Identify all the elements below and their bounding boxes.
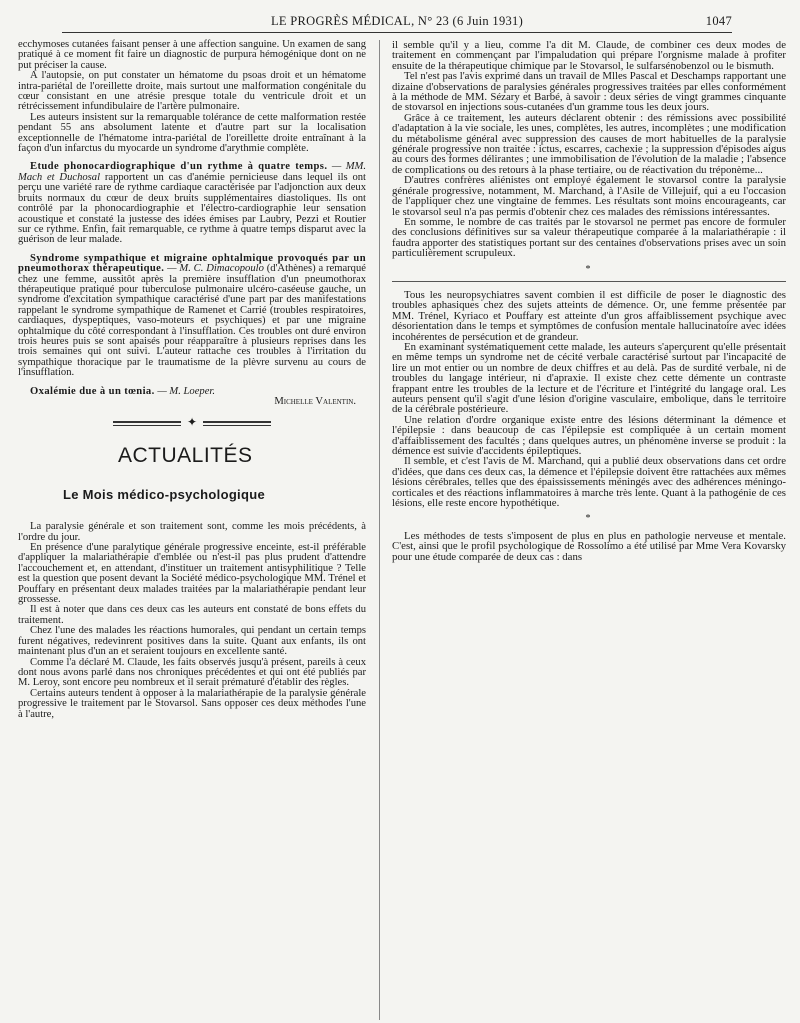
- column-rule: [379, 40, 380, 1020]
- paragraph: La paralysie générale et son traitement sont, comme les mois précédents, à l'ordre du jour.: [18, 521, 366, 543]
- paragraph: Il semble, et c'est l'avis de M. Marchand, qui a publié deux observations dans cet ordre d'idées, que dans ces deux cas, la démence et l'épilepsie doivent être rattachées aux mêmes lésions cérébrales, telles que des épaississements méningés avec des adhérences méningo-corticales et des réactions inflammatoires à marche très lente. Quant à la pathogénie de ces lésions, elle reste encore hypothétique.: [392, 455, 786, 510]
- paragraph: Une relation d'ordre organique existe entre des lésions déterminant la démence et l'épilepsie : dans beaucoup de cas l'épilepsie est compliquée à un certain moment d'affaiblissement des facultés ; dans quelques autres, un phénomène inverse se produit : la démence est suivie d'accidents épileptiques.: [392, 413, 786, 458]
- section-heading-actualites: ACTUALITÉS: [118, 444, 253, 468]
- section-phonocardiographie: Etude phonocardiographique d'un rythme à quatre temps. — MM. Mach et Duchosal rapportent un cas d'anémie pernicieuse dans lequel ils ont perçu une variété rare de rythme cardiaque caractérisée par l'adjonction aux deux bruits normaux du cœur de deux bruits supplémentaires diastoliques. Ils ont contrôlé par la phonocardiographie et l'électro-cardiographie leur sensation acoustique et constaté la justesse des idées émises par Laubry, Pezzi et Routier sur ce rythme. Enfin, fait remarquable, ce rythme à quatre temps disparut avec la guérison de leur malade.: [18, 161, 366, 246]
- paragraph: D'autres confrères aliénistes ont employé également le stovarsol contre la paralysie générale progressive, notamment, M. Marchand, à l'Asile de Villejuif, qui a eu l'occasion de l'appliquer chez une vingtaine de femmes. Les résultats sont moins encourageants, car le stovarsol seul n'a pas permis d'obtenir chez ces malades des rémissions intéressantes.: [392, 174, 786, 218]
- subheading-mois: Le Mois médico-psychologique: [63, 486, 265, 502]
- paragraph: Les auteurs insistent sur la remarquable tolérance de cette malformation restée pendant 55 ans absolument latente et d'autre part sur la localisation exceptionnelle de l'hématome intra-pariétal de l'oreillette droite entraînant à la façon d'un infarctus du myocarde un syndrome d'arythmie complète.: [18, 111, 366, 155]
- paragraph: Comme l'a déclaré M. Claude, les faits observés jusqu'à présent, pareils à ceux dont nous avons parlé dans nos chroniques précédentes et qui ont été publiés par M. Leroy, sont encore peu nombreux et il serait prématuré d'établir des règles.: [18, 656, 366, 689]
- paragraph: Les méthodes de tests s'imposent de plus en plus en pathologie nerveuse et mentale. C'est, ainsi que le profil psychologique de Rossolimo a été utilisé par Mme Vera Kovarsky pour une étude comparée de deux cas : dans: [392, 529, 786, 563]
- asterism: *: [585, 513, 593, 525]
- page-number: 1047: [705, 14, 732, 28]
- paragraph: A l'autopsie, on put constater un hématome du psoas droit et un hématome intra-pariétal de l'oreillette droite, mais surtout une malformation congénitale du cœur consistant en une atrésie presque totale du ventricule droit et un rétrécissement infundibulaire de l'artère pulmonaire.: [18, 70, 366, 113]
- paragraph: Chez l'une des malades les réactions humorales, qui pendant un certain temps furent négatives, redevinrent positives dans la suite. Quant aux enfants, ils ont maintenant plus d'un an et seraient toujours en excellente santé.: [18, 625, 366, 658]
- paragraph: En présence d'une paralytique générale progressive enceinte, est-il préférable d'appliquer la malariathérapie d'emblée ou n'est-il pas plus prudent d'attendre l'accouchement et, en attendant, d'instituer un traitement antisyphilitique ? Telle est la question que posent devant la Société médico-psychologique MM. Trénel et Pouffary en présentant deux malades traitées par la malariathérapie pendant leur grossesse.: [18, 542, 366, 606]
- paragraph: Certains auteurs tendent à opposer à la malariathérapie de la paralysie générale progressive le traitement par le Stovarsol. Sans opposer ces deux méthodes l'une à l'autre,: [18, 687, 366, 720]
- section-syndrome-sympathique: Syndrome sympathique et migraine ophtalmique provoqués par un pneumothorax thérapeutique. — M. C. Dimacopoulo (d'Athènes) a remarqué chez une femme, aussitôt après la première insufflation d'un pneumothorax thérapeutique pratiqué pour tuberculose pulmonaire ulcéro-caséeuse gauche, un syndrome d'excitation sympathique caractérisé d'une part par des manifestations rappelant le syndrome sympathique de Ramenet et Carrié (troubles respiratoires, cardiaques, dyspeptiques, vaso-moteurs et psychiques) et par une migraine ophtalmique du côté correspondant à l'insufflation. Ces troubles ont duré environ trois heures puis se sont apaisés pour réapparaître à plusieurs reprises dans les trois semaines qui ont suivi. L'auteur rattache ces troubles à l'irritation du sympathique thoracique par le traumatisme de la plèvre survenu au cours de l'insufflation.: [18, 252, 366, 379]
- paragraph: Tous les neuropsychiatres savent combien il est difficile de poser le diagnostic des troubles aphasiques chez des sujets atteints de démence. Or, une femme présentée par MM. Trénel, Kyriaco et Pouffary est atteinte d'un gros affaiblissement psychique avec désorientation dans le temps et symptômes de confusion mentale hallucinatoire avec idées incohérentes de persécution et de grandeur.: [392, 288, 786, 343]
- section-oxalemie: Oxalémie due à un tœnia. — M. Loeper.: [30, 385, 216, 397]
- asterism: *: [585, 263, 593, 275]
- journal-title: LE PROGRÈS MÉDICAL, N° 23 (6 Juin 1931): [270, 14, 524, 28]
- paragraph: Tel n'est pas l'avis exprimé dans un travail de Mlles Pascal et Deschamps rapportant une dizaine d'observations de paralysies générales progressives traitées par elles conformément à la méthode de MM. Sézary et Barbé, à savoir : deux séries de vingt grammes cinquante de stovarsol en injections sous-cutanées d'un gramme tous les deux jours.: [392, 70, 786, 114]
- author-signature: Michelle Valentin.: [274, 396, 356, 407]
- running-header: [62, 10, 732, 33]
- paragraph: En somme, le nombre de cas traités par le stovarsol ne permet pas encore de formuler des conclusions définitives sur sa valeur thérapeutique comparée à la malariathérapie : il faudra apporter des statistiques portant sur des centaines d'observations prises avec un soin particulièrement scrupuleux.: [392, 215, 786, 260]
- left-column: [18, 40, 366, 720]
- paragraph: ecchymoses cutanées faisant penser à une affection sanguine. Un examen de sang pratiqué à ce moment fit faire un diagnostic de purpura hémogénique dont on ne put préciser la cause.: [18, 39, 366, 71]
- section-divider: ✦: [18, 417, 366, 427]
- right-column: [392, 40, 786, 562]
- rule: [392, 281, 786, 282]
- paragraph: Grâce à ce traitement, les auteurs déclarent obtenir : des rémissions avec possibilité d'adaptation à la vie sociale, les unes, complètes, les autres, incomplètes ; une modification du métabolisme général avec suppression des causes de mort habituelles de la paralysie générale progressive non traitée : ictus, escarres, cachexie ; la suppression d'épisodes aigus au cours des formes délirantes ; une immobilisation de l'évolution de la maladie ; l'absence de complications ou des retours à la phase tertiaire, ou de réactivation du tréponème...: [392, 111, 786, 176]
- paragraph: Il est à noter que dans ces deux cas les auteurs ent constaté de bons effets du traitement.: [18, 604, 366, 626]
- paragraph: En examinant systématiquement cette malade, les auteurs s'aperçurent qu'elle présentait en même temps un syndrome net de cécité verbale caractérisé surtout par l'incapacité de lire un mot entier ou un nombre de deux chiffres et au delà. Pas de surdité verbale, ni de troubles du langage intérieur, ni d'apraxie. Il existe chez cette démente un contraste frappant entre les troubles de la lecture et de l'écriture et l'intégrité du langage oral. Les auteurs pensent qu'il s'agit d'une lésion d'origine vasculaire, embolique, dans le territoire de la cérébrale postérieure.: [392, 340, 786, 416]
- paragraph: il semble qu'il y a lieu, comme l'a dit M. Claude, de combiner ces deux modes de traitement en commençant par l'impaludation qui prépare l'orgnisme malade à profiter ensuite de la thérapeutique chimique par le Stovarsol, le sulfarsénobenzol ou le bismuth.: [392, 39, 786, 72]
